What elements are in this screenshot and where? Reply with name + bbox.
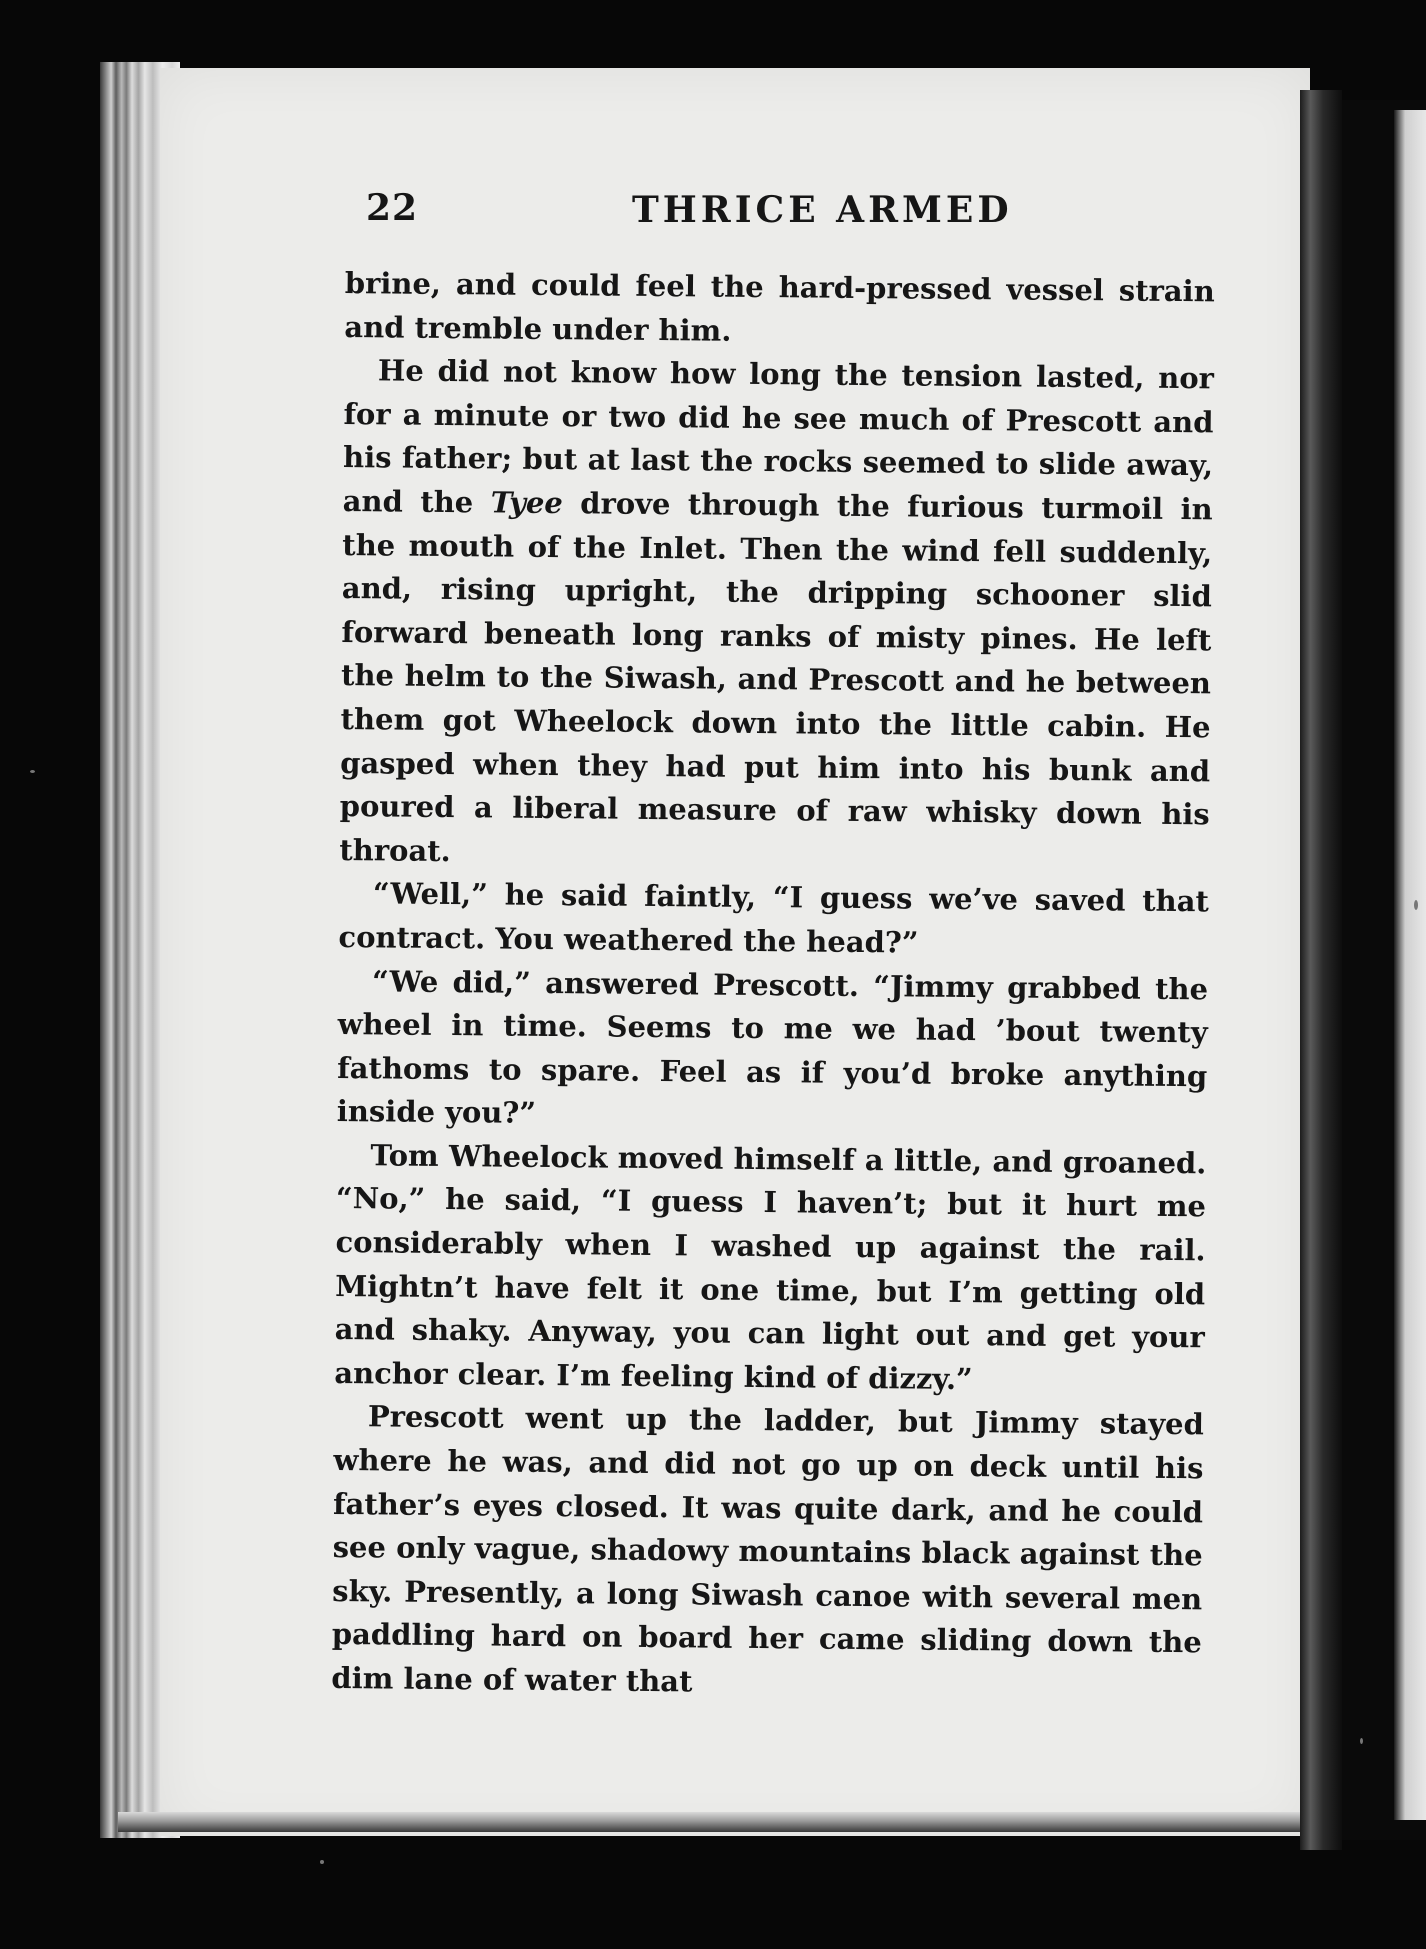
running-head: THRICE ARMED — [632, 189, 1013, 231]
paragraph: “Well,” he said faintly, “I guess we’ve saved that contract. You weathered the head?” — [338, 876, 1210, 960]
scan-speck — [1360, 1738, 1363, 1744]
body-text — [331, 262, 1215, 1709]
paragraph: Prescott went up the ladder, but Jimmy stayed where he was, and did not go up on deck until his father’s eyes closed. It was quite dark, and he could see only vague, shadowy mountains black against the sky. Presently, a long Siwash canoe with several men paddling hard on board her came sliding down the dim lane of water that — [331, 1399, 1205, 1699]
paragraph-text: drove through the furious turmoil in the mouth of the Inlet. Then the wind fell suddenly, and, rising upright, the dripping schooner slid forward beneath long ranks of misty pines. He left the helm to the Siwash, and Prescott and he between them got Wheelock down into the little cabin. He gasped when they had put him into his bunk and poured a liberal measure of raw whisky down his throat. — [339, 486, 1213, 868]
page-header — [200, 175, 1280, 235]
page-number: 22 — [366, 187, 419, 229]
page-bottom-edge — [118, 1812, 1308, 1832]
scan-speck — [1414, 900, 1418, 910]
facing-page-edge — [1394, 110, 1426, 1820]
paragraph-text: He did not know how long the tension lasted, nor for a minute or two did he see much of Prescott and his father; but at last the rocks seemed to slide away, and the — [342, 353, 1215, 520]
paragraph — [339, 349, 1214, 880]
paragraph: Tom Wheelock moved himself a little, and groaned. “No,” he said, “I guess I haven’t; but it hurt me considerably when I washed up against the rail. Mightn’t have felt it one time, but I’m getting old and shaky. Anyway, you can light out and get your anchor clear. I’m feeling kind of dizzy.” — [334, 1138, 1207, 1396]
paragraph: brine, and could feel the hard-pressed vessel strain and tremble under him. — [344, 265, 1215, 348]
paragraph: “We did,” answered Prescott. “Jimmy grabbed the wheel in time. Seems to me we had ’bout twenty fathoms to spare. Feel as if you’d broke anything inside you?” — [336, 963, 1209, 1131]
gutter-shadow — [1300, 90, 1342, 1850]
scan-speck — [320, 1860, 324, 1864]
scan-speck — [30, 770, 35, 773]
italic-ship-name: Tyee — [490, 485, 563, 521]
